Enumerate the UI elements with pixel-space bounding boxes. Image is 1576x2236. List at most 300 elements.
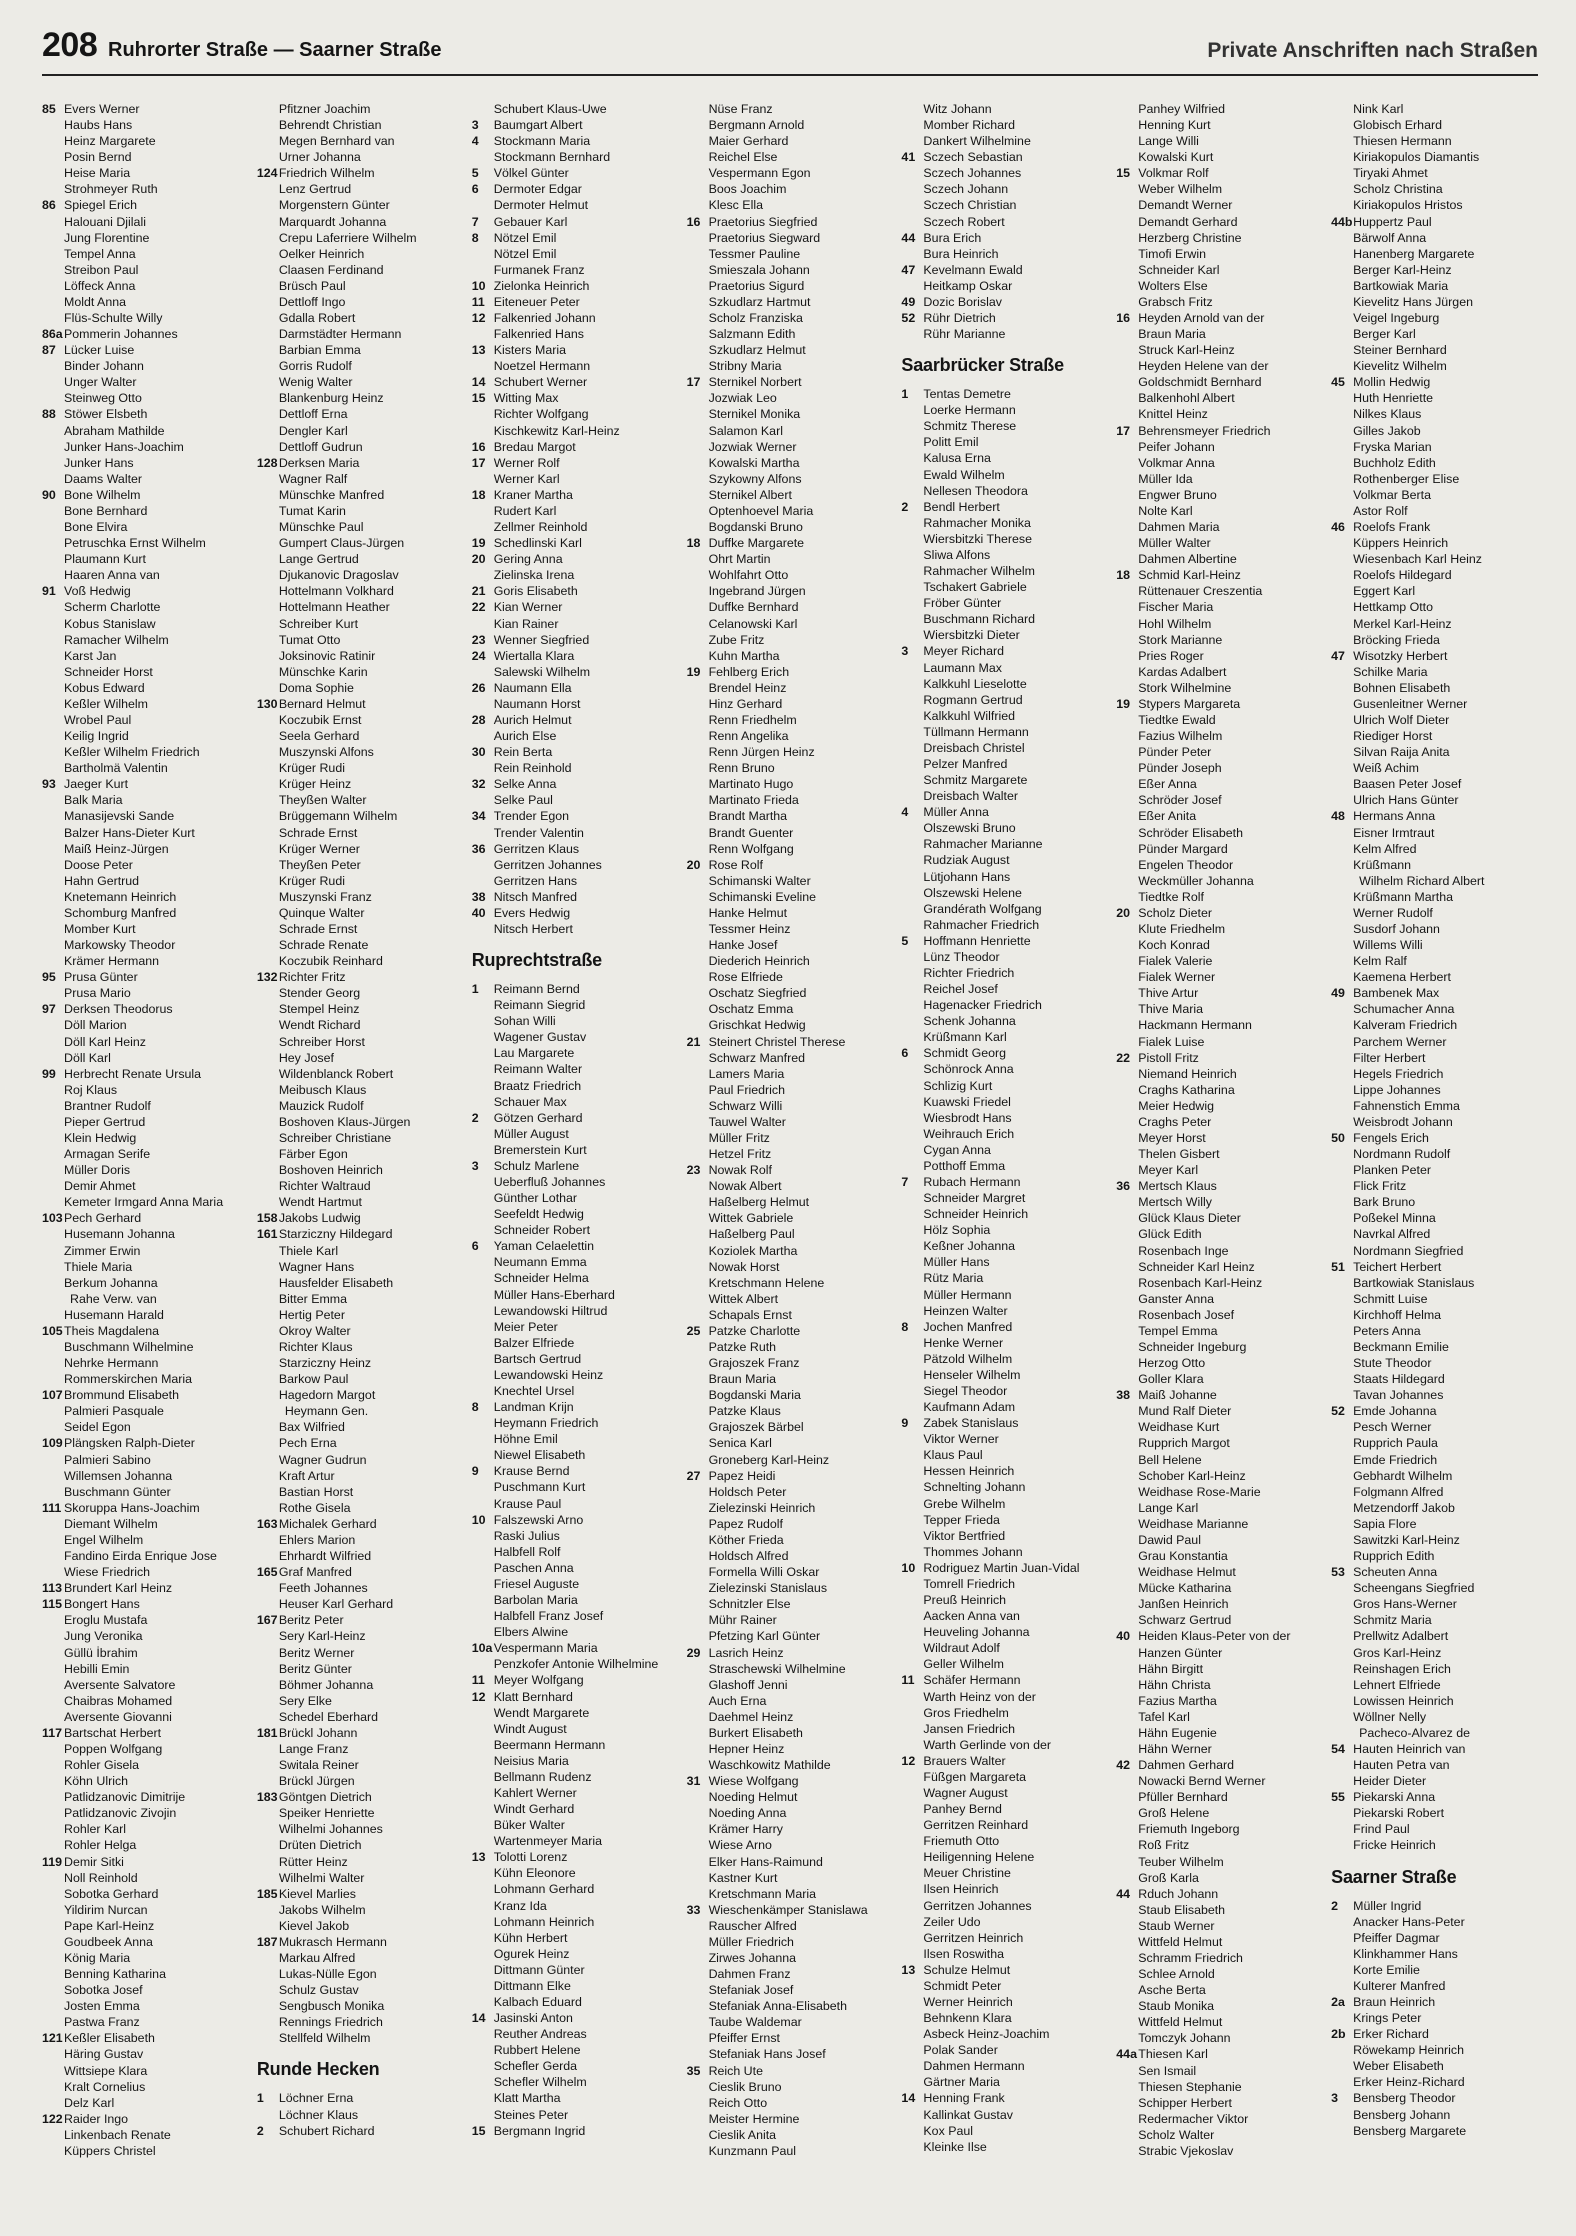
resident-name: Posin Bernd (64, 150, 132, 165)
resident-name: Koczubik Ernst (278, 712, 362, 727)
resident-name: Barbian Emma (278, 343, 361, 358)
address-entry (42, 455, 249, 471)
address-entry (1116, 1741, 1323, 1757)
resident-name: Wiersbitzki Therese (923, 531, 1032, 546)
address-entry (1331, 1677, 1538, 1693)
address-entry (1331, 1468, 1538, 1484)
address-entry (901, 133, 1108, 149)
resident-name: Patlidzanovic Dimitrije (64, 1790, 186, 1805)
address-entry (1116, 1934, 1323, 1950)
address-entry (901, 1849, 1108, 1865)
resident-name: Münschke Paul (278, 520, 364, 535)
address-entry (1331, 1419, 1538, 1435)
address-entry (472, 1061, 679, 1077)
resident-name: Dreisbach Walter (923, 789, 1018, 804)
address-entry (42, 181, 249, 197)
resident-name: Lücker Luise (64, 343, 135, 358)
resident-name: Wiese Arno (708, 1838, 772, 1853)
resident-name: Kalkkuhl Wilfried (923, 708, 1016, 723)
address-entry (1116, 1837, 1323, 1853)
resident-name: Haaren Anna van (64, 568, 160, 583)
address-entry (257, 390, 464, 406)
resident-name: Nellesen Theodora (923, 483, 1028, 498)
address-entry (1331, 455, 1538, 471)
resident-name: Thiesen Stephanie (1138, 2079, 1242, 2094)
resident-name: Reimann Siegrid (493, 998, 586, 1013)
resident-name: Djukanovic Dragoslav (278, 568, 399, 583)
address-entry (42, 1661, 249, 1677)
resident-name: Grischkat Hedwig (708, 1018, 806, 1033)
resident-name: Werner Rudolf (1353, 905, 1433, 920)
house-number: 12 (471, 1689, 486, 1704)
resident-name: Wenig Walter (278, 375, 353, 390)
house-number: 128 (256, 455, 278, 470)
address-entry (472, 1817, 679, 1833)
resident-name: Kisters Maria (493, 343, 566, 358)
address-entry (42, 1484, 249, 1500)
address-entry (472, 1849, 679, 1865)
resident-name: Beckmann Emilie (1353, 1340, 1449, 1355)
resident-name: Nehrke Hermann (64, 1356, 159, 1371)
address-entry (257, 583, 464, 599)
address-entry (687, 503, 894, 519)
resident-name: Elker Hans-Raimund (708, 1854, 823, 1869)
resident-name: Sczech Johannes (923, 166, 1022, 181)
resident-name: Globisch Erhard (1353, 118, 1442, 133)
resident-name: Krüger Rudi (278, 761, 345, 776)
address-entry (901, 949, 1108, 965)
address-entry (257, 1468, 464, 1484)
address-entry (1331, 2090, 1538, 2106)
resident-name: Demandt Gerhard (1138, 214, 1238, 229)
address-entry (687, 889, 894, 905)
resident-name: Bensberg Theodor (1353, 2091, 1456, 2106)
resident-name: Schneider Karl Heinz (1138, 1259, 1255, 1274)
address-entry (1331, 1741, 1538, 1757)
resident-name: Wagner Gudrun (278, 1452, 367, 1467)
resident-name: Zabek Stanislaus (923, 1416, 1019, 1431)
address-entry (1331, 760, 1538, 776)
resident-name: Keßler Wilhelm Friedrich (64, 745, 200, 760)
address-entry (472, 2090, 679, 2106)
address-entry (1116, 760, 1323, 776)
resident-name: Salzmann Edith (708, 327, 796, 342)
resident-name: Lohmann Heinrich (493, 1914, 595, 1929)
address-entry (687, 825, 894, 841)
address-entry (1331, 1066, 1538, 1082)
resident-name: Rahmacher Wilhelm (923, 564, 1035, 579)
address-entry (257, 358, 464, 374)
address-entry (42, 696, 249, 712)
address-entry (257, 133, 464, 149)
resident-name: Zirwes Johanna (708, 1950, 797, 1965)
house-number: 187 (256, 1934, 278, 1949)
resident-name: Nilkes Klaus (1353, 407, 1422, 422)
address-entry (1116, 1114, 1323, 1130)
address-entry (687, 294, 894, 310)
resident-name: Weber Wilhelm (1138, 182, 1223, 197)
address-entry (257, 1452, 464, 1468)
resident-name: Keßler Wilhelm (64, 696, 148, 711)
house-number: 40 (1116, 1629, 1131, 1644)
address-entry (687, 374, 894, 390)
resident-name: Schröder Elisabeth (1138, 825, 1243, 840)
house-number: 19 (1116, 696, 1131, 711)
resident-name: Wendt Richard (278, 1018, 361, 1033)
address-entry (257, 696, 464, 712)
resident-name: Thiele Maria (64, 1259, 133, 1274)
address-entry (1331, 1661, 1538, 1677)
resident-name: Völkel Günter (493, 166, 569, 181)
resident-name: Boshoven Heinrich (278, 1163, 383, 1178)
resident-name: Palmieri Sabino (64, 1452, 151, 1467)
house-number: 18 (686, 536, 701, 551)
address-entry (1331, 262, 1538, 278)
address-entry (257, 2123, 464, 2139)
resident-name: Preuß Heinrich (923, 1593, 1007, 1608)
resident-name: Schmitz Maria (1353, 1613, 1432, 1628)
resident-name: Ramacher Wilhelm (64, 632, 169, 647)
resident-name: Hanke Josef (708, 938, 778, 953)
address-entry (687, 1934, 894, 1950)
resident-name: Scherm Charlotte (64, 600, 161, 615)
resident-name: Hessen Heinrich (923, 1464, 1015, 1479)
resident-name: Löchner Klaus (278, 2107, 359, 2122)
address-entry (687, 423, 894, 439)
address-entry (472, 1560, 679, 1576)
resident-name: Häring Gustav (64, 2047, 144, 2062)
resident-name: Flüs-Schulte Willy (64, 311, 163, 326)
address-entry (1331, 1500, 1538, 1516)
house-number: 18 (1116, 568, 1131, 583)
address-entry (257, 728, 464, 744)
address-entry (42, 760, 249, 776)
resident-name: Wolters Else (1138, 278, 1208, 293)
resident-name: Schäfer Hermann (923, 1673, 1021, 1688)
resident-name: Lange Willi (1138, 134, 1199, 149)
address-entry (687, 1500, 894, 1516)
address-entry (1116, 551, 1323, 567)
address-entry (42, 1291, 249, 1307)
address-entry (1331, 2010, 1538, 2026)
house-number: 13 (471, 1850, 486, 1865)
resident-name: Josten Emma (64, 1999, 140, 2014)
resident-name: Petruschka Ernst Wilhelm (64, 536, 206, 551)
address-entry (1116, 2143, 1323, 2159)
resident-name: Klein Hedwig (64, 1131, 137, 1145)
section-title: Private Anschriften nach Straßen (1207, 39, 1538, 62)
address-entry (1331, 246, 1538, 262)
address-entry (472, 1351, 679, 1367)
resident-name: Metzendorff Jakob (1353, 1500, 1455, 1515)
address-entry (42, 1098, 249, 1114)
resident-name: Sawitzki Karl-Heinz (1353, 1532, 1460, 1547)
address-entry (1116, 1998, 1323, 2014)
resident-name: Renn Jürgen Heinz (708, 745, 815, 760)
resident-name: Engel Wilhelm (64, 1532, 144, 1547)
resident-name: Bartkowiak Stanislaus (1353, 1275, 1475, 1290)
resident-name: Prusa Mario (64, 986, 131, 1001)
resident-name: Praetorius Siegward (708, 230, 821, 245)
address-entry (1331, 535, 1538, 551)
house-number: 2b (1331, 2027, 1346, 2042)
address-entry (901, 450, 1108, 466)
resident-name: Kievelitz Wilhelm (1353, 359, 1447, 374)
house-number: 119 (42, 1854, 62, 1869)
house-number: 12 (901, 1753, 916, 1768)
address-entry (1331, 825, 1538, 841)
resident-name: Elbers Alwine (493, 1625, 569, 1640)
address-entry (1116, 825, 1323, 841)
address-entry (1331, 664, 1538, 680)
resident-name: Glashoff Jenni (708, 1677, 788, 1692)
address-entry (42, 1950, 249, 1966)
address-entry (1331, 1612, 1538, 1628)
address-entry (472, 551, 679, 567)
resident-name: Reinshagen Erich (1353, 1661, 1451, 1676)
resident-name: Niemand Heinrich (1138, 1066, 1237, 1081)
resident-name: Zielezinski Heinrich (708, 1500, 816, 1515)
address-entry (1116, 1821, 1323, 1837)
address-entry (1331, 1146, 1538, 1162)
address-entry (901, 611, 1108, 627)
resident-name: Schilke Maria (1353, 664, 1428, 679)
address-entry (901, 1335, 1108, 1351)
address-entry (42, 1564, 249, 1580)
resident-name: Bone Elvira (64, 520, 128, 535)
address-entry (687, 455, 894, 471)
resident-name: Barkow Paul (278, 1372, 349, 1387)
resident-name: Kemeter Irmgard Anna Maria (64, 1195, 224, 1210)
resident-name: Dettloff Ingo (278, 294, 346, 309)
address-entry (687, 278, 894, 294)
resident-name: Noetzel Hermann (493, 359, 591, 374)
address-column (1331, 101, 1538, 2221)
resident-name: Klesc Ella (708, 198, 763, 213)
address-entry (42, 1210, 249, 1226)
resident-name: Dengler Karl (278, 423, 348, 438)
address-entry (472, 1624, 679, 1640)
resident-name: Kelm Ralf (1353, 954, 1407, 969)
address-entry (1116, 471, 1323, 487)
address-entry (901, 117, 1108, 133)
address-entry (901, 869, 1108, 885)
resident-name: Gros Karl-Heinz (1353, 1645, 1442, 1660)
resident-name: Wrobel Paul (64, 712, 132, 727)
resident-name: Bergmann Ingrid (493, 2123, 586, 2138)
resident-name: Gerritzen Klaus (493, 841, 580, 856)
resident-name: Berger Karl (1353, 327, 1416, 342)
resident-name: Evers Hedwig (493, 905, 571, 920)
address-entry (257, 937, 464, 953)
address-entry (687, 230, 894, 246)
resident-name: Hauten Petra van (1353, 1758, 1450, 1773)
address-entry (42, 953, 249, 969)
resident-name: Löffeck Anna (64, 278, 136, 293)
resident-name: Nowak Rolf (708, 1163, 772, 1178)
resident-name: Drüten Dietrich (278, 1838, 362, 1853)
house-number: 17 (686, 375, 701, 390)
resident-name: Maiß Heinz-Jürgen (64, 841, 169, 856)
address-entry (42, 857, 249, 873)
address-entry (472, 1158, 679, 1174)
address-entry (901, 1865, 1108, 1881)
address-entry (687, 262, 894, 278)
address-entry (42, 439, 249, 455)
address-entry (901, 1174, 1108, 1190)
resident-name: Lünz Theodor (923, 949, 1000, 964)
resident-name: Schwarz Willi (708, 1098, 783, 1113)
address-entry (42, 2046, 249, 2062)
resident-name: Rahmacher Marianne (923, 837, 1043, 852)
address-entry (687, 1307, 894, 1323)
resident-name: Grebe Wilhelm (923, 1496, 1006, 1511)
resident-name: Dittmann Günter (493, 1962, 585, 1977)
address-entry (687, 1403, 894, 1419)
address-entry (901, 901, 1108, 917)
resident-name: Poßekel Minna (1353, 1211, 1436, 1226)
address-entry (1116, 230, 1323, 246)
resident-name: Heymann Friedrich (493, 1416, 599, 1431)
resident-name: Starziczny Heinz (278, 1356, 372, 1371)
address-entry (257, 1114, 464, 1130)
resident-name: Groß Helene (1138, 1806, 1210, 1821)
address-entry (687, 181, 894, 197)
resident-name: Reich Otto (708, 2095, 768, 2110)
resident-name: Pünder Peter (1138, 745, 1212, 760)
address-entry (257, 519, 464, 535)
address-entry (687, 2030, 894, 2046)
address-entry (901, 1367, 1108, 1383)
address-entry (687, 1371, 894, 1387)
resident-name: Fryska Marian (1353, 439, 1432, 454)
street-heading: Runde Hecken (256, 2059, 380, 2080)
resident-name: Pätzold Wilhelm (923, 1351, 1013, 1366)
house-number: 22 (1116, 1050, 1131, 1065)
address-entry (472, 487, 679, 503)
address-entry (42, 1837, 249, 1853)
resident-name: Gros Hans-Werner (1353, 1597, 1457, 1612)
resident-name: Rein Reinhold (493, 761, 572, 776)
house-number: 132 (256, 970, 278, 985)
resident-name: Tessmer Heinz (708, 921, 791, 936)
resident-name: Schneider Horst (64, 664, 153, 679)
address-entry (1331, 1435, 1538, 1451)
resident-name: Kraft Artur (278, 1468, 335, 1483)
resident-name: Navrkal Alfred (1353, 1227, 1431, 1242)
address-entry (901, 1978, 1108, 1994)
house-number: 1 (471, 982, 479, 997)
address-entry (901, 1126, 1108, 1142)
resident-name: Derksen Theodorus (64, 1002, 173, 1017)
address-entry (42, 1259, 249, 1275)
address-entry (472, 278, 679, 294)
address-entry (257, 632, 464, 648)
address-entry (472, 981, 679, 997)
resident-name: Jozwiak Leo (708, 391, 777, 406)
resident-name: Rothe Gisela (278, 1500, 351, 1515)
house-number: 3 (471, 118, 479, 133)
resident-name: Dahmen Albertine (1138, 552, 1237, 567)
house-number: 3 (1331, 2091, 1339, 2106)
resident-name: Emde Friedrich (1353, 1452, 1438, 1467)
address-entry (1116, 2063, 1323, 2079)
address-entry (1116, 1950, 1323, 1966)
house-number: 2a (1331, 1994, 1345, 2009)
resident-name: Graf Manfred (278, 1565, 352, 1580)
address-entry (1116, 101, 1323, 117)
resident-name: Büker Walter (493, 1818, 565, 1833)
house-number: 44 (901, 230, 916, 245)
address-entry (687, 599, 894, 615)
resident-name: Baasen Peter Josef (1353, 777, 1462, 792)
address-entry (257, 808, 464, 824)
address-entry (901, 1238, 1108, 1254)
house-number: 24 (471, 648, 486, 663)
resident-name: Sohan Willi (493, 1014, 556, 1029)
resident-name: Fialek Werner (1138, 970, 1216, 985)
resident-name: Rauscher Alfred (708, 1918, 797, 1933)
resident-name: Günther Lothar (493, 1191, 578, 1206)
address-entry (687, 2014, 894, 2030)
resident-name: Brauers Walter (923, 1753, 1006, 1768)
address-entry (687, 1612, 894, 1628)
resident-name: Werner Karl (493, 471, 560, 486)
house-number: 23 (686, 1163, 701, 1178)
address-entry (901, 1608, 1108, 1624)
address-entry (257, 599, 464, 615)
resident-name: Doose Peter (64, 857, 133, 872)
address-entry (42, 471, 249, 487)
resident-name: Döll Marion (64, 1018, 127, 1033)
resident-name: Furmanek Franz (493, 262, 585, 277)
resident-name: Weckmüller Johanna (1138, 873, 1254, 888)
address-entry (687, 1017, 894, 1033)
resident-name: Praetorius Sigurd (708, 278, 805, 293)
address-entry (42, 1403, 249, 1419)
resident-name: Quinque Walter (278, 905, 365, 920)
resident-name: Claasen Ferdinand (278, 262, 384, 277)
resident-name: Lasrich Heinz (708, 1645, 784, 1660)
resident-name: Richter Klaus (278, 1340, 353, 1355)
resident-name: Rubach Hermann (923, 1175, 1021, 1189)
resident-name: Rubbert Helene (493, 2043, 581, 2058)
resident-name: Roelofs Hildegard (1353, 568, 1452, 583)
address-entry (472, 2107, 679, 2123)
resident-name: Theyßen Peter (278, 857, 361, 872)
resident-name: Cygan Anna (923, 1142, 991, 1157)
resident-name: Heiden Klaus-Peter von der (1138, 1629, 1291, 1644)
house-number: 35 (686, 2063, 701, 2078)
resident-name: Henke Werner (923, 1335, 1004, 1350)
resident-name: Stypers Margareta (1138, 696, 1241, 711)
resident-name: Wagner August (923, 1785, 1008, 1800)
resident-name: Wiese Friedrich (64, 1565, 151, 1580)
address-entry (42, 889, 249, 905)
resident-name: Kievelitz Hans Jürgen (1353, 294, 1473, 309)
address-entry (901, 997, 1108, 1013)
address-entry (1116, 439, 1323, 455)
house-number: 16 (1116, 311, 1131, 326)
resident-name: Göntgen Dietrich (278, 1790, 372, 1805)
resident-name: Kowalski Martha (708, 455, 800, 470)
resident-name: Füßgen Margareta (923, 1769, 1027, 1784)
resident-name: Nordmann Rudolf (1353, 1147, 1451, 1162)
resident-name: Erker Richard (1353, 2027, 1429, 2042)
address-entry (257, 439, 464, 455)
house-number: 86 (42, 198, 56, 213)
resident-name: Weidhase Helmut (1138, 1565, 1236, 1580)
